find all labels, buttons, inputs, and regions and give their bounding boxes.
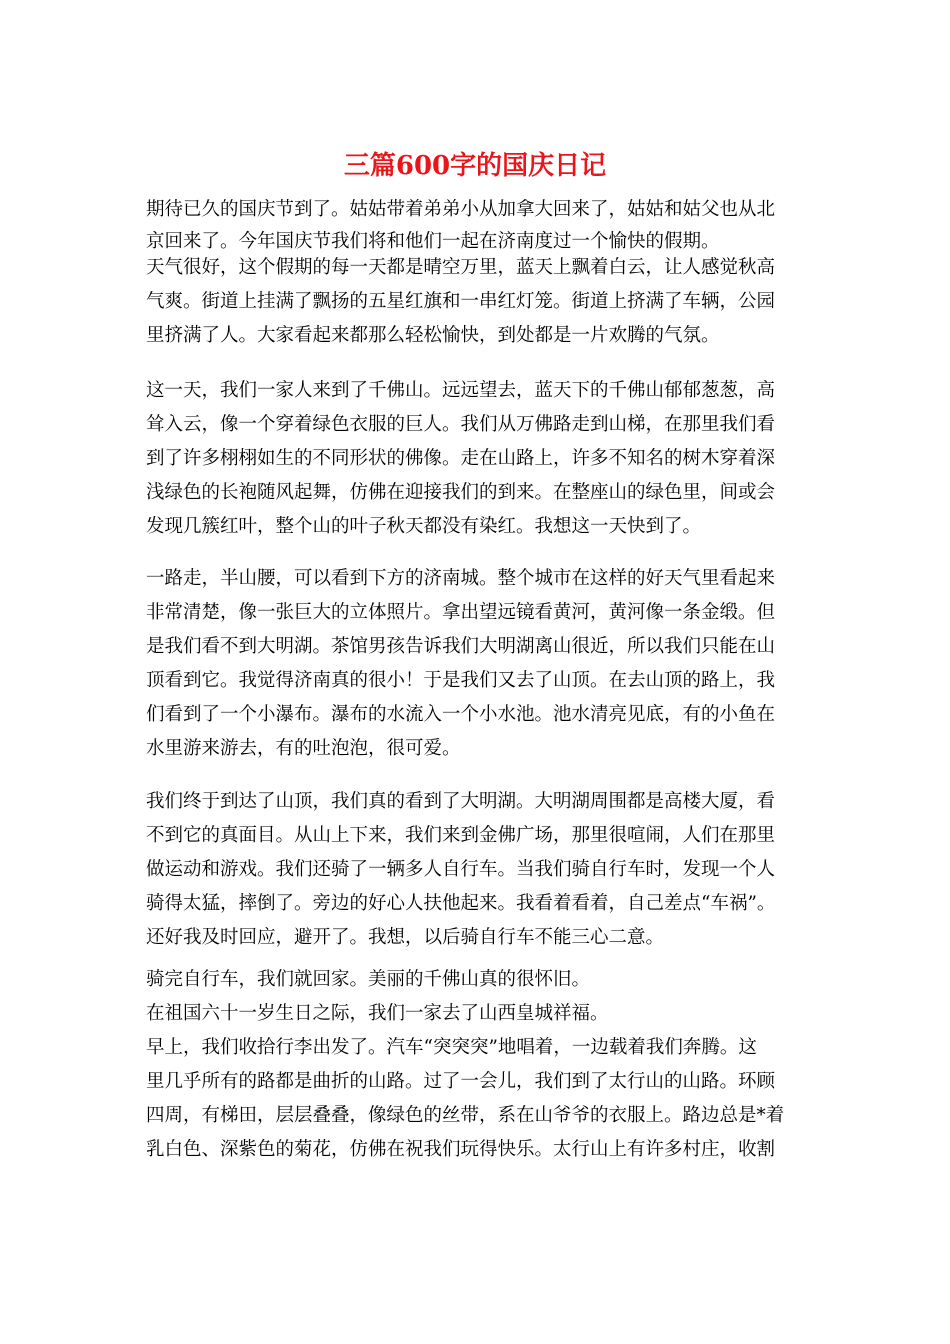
text-line: 做运动和游戏。我们还骑了一辆多人自行车。当我们骑自行车时，发现一个人	[146, 859, 776, 880]
text-line: 还好我及时回应，避开了。我想，以后骑自行车不能三心二意。	[146, 927, 665, 948]
text-line: 京回来了。今年国庆节我们将和他们一起在济南度过一个愉快的假期。	[146, 231, 720, 252]
paragraph-2	[146, 252, 775, 354]
paragraph-8	[146, 1032, 784, 1168]
text-line: 气爽。街道上挂满了飘扬的五星红旗和一串红灯笼。街道上挤满了车辆，公园	[146, 291, 776, 312]
text-line: 水里游来游去，有的吐泡泡，很可爱。	[146, 738, 461, 759]
text-line: 到了许多栩栩如生的不同形状的佛像。走在山路上，许多不知名的树木穿着深	[146, 448, 776, 469]
text-line: 不到它的真面目。从山上下来，我们来到金佛广场，那里很喧闹，人们在那里	[146, 825, 776, 846]
paragraph-6	[146, 964, 590, 996]
text-line: 我们终于到达了山顶，我们真的看到了大明湖。大明湖周围都是高楼大厦，看	[146, 791, 776, 812]
paragraph-1	[146, 194, 775, 260]
text-line: 乳白色、深紫色的菊花，仿佛在祝我们玩得快乐。太行山上有许多村庄，收割	[146, 1139, 776, 1160]
text-line: 期待已久的国庆节到了。姑姑带着弟弟小从加拿大回来了，姑姑和姑父也从北	[146, 199, 776, 220]
text-line: 里挤满了人。大家看起来都那么轻松愉快，到处都是一片欢腾的气氛。	[146, 325, 720, 346]
text-line: 骑得太猛，摔倒了。旁边的好心人扶他起来。我看着看着，自己差点“车祸”。	[146, 893, 776, 914]
text-line: 们看到了一个小瀑布。瀑布的水流入一个小水池。池水清亮见底，有的小鱼在	[146, 704, 776, 725]
text-line: 是我们看不到大明湖。茶馆男孩告诉我们大明湖离山很近，所以我们只能在山	[146, 636, 776, 657]
text-line: 发现几簇红叶，整个山的叶子秋天都没有染红。我想这一天快到了。	[146, 516, 702, 537]
paragraph-5	[146, 786, 775, 956]
text-line: 骑完自行车，我们就回家。美丽的千佛山真的很怀旧。	[146, 969, 591, 990]
text-line: 里几乎所有的路都是曲折的山路。过了一会儿，我们到了太行山的山路。环顾	[146, 1071, 776, 1092]
text-line: 非常清楚，像一张巨大的立体照片。拿出望远镜看黄河，黄河像一条金缎。但	[146, 602, 776, 623]
text-line: 在祖国六十一岁生日之际，我们一家去了山西皇城祥福。	[146, 1003, 609, 1024]
text-line: 四周，有梯田，层层叠叠，像绿色的丝带，系在山爷爷的衣服上。路边总是*着	[146, 1105, 785, 1126]
paragraph-4	[146, 563, 775, 767]
text-line: 一路走，半山腰，可以看到下方的济南城。整个城市在这样的好天气里看起来	[146, 568, 776, 589]
text-line: 浅绿色的长袍随风起舞，仿佛在迎接我们的到来。在整座山的绿色里，间或会	[146, 482, 776, 503]
text-line: 耸入云，像一个穿着绿色衣服的巨人。我们从万佛路走到山梯，在那里我们看	[146, 414, 776, 435]
text-line: 顶看到它。我觉得济南真的很小！于是我们又去了山顶。在去山顶的路上，我	[146, 670, 776, 691]
text-line: 早上，我们收拾行李出发了。汽车“突突突”地唱着，一边载着我们奔腾。这	[146, 1037, 757, 1058]
text-line: 这一天，我们一家人来到了千佛山。远远望去，蓝天下的千佛山郁郁葱葱，高	[146, 380, 776, 401]
document-title: 三篇600字的国庆日记	[343, 151, 607, 181]
text-line: 天气很好，这个假期的每一天都是晴空万里，蓝天上飘着白云，让人感觉秋高	[146, 257, 776, 278]
paragraph-7	[146, 998, 609, 1030]
paragraph-3	[146, 375, 775, 545]
